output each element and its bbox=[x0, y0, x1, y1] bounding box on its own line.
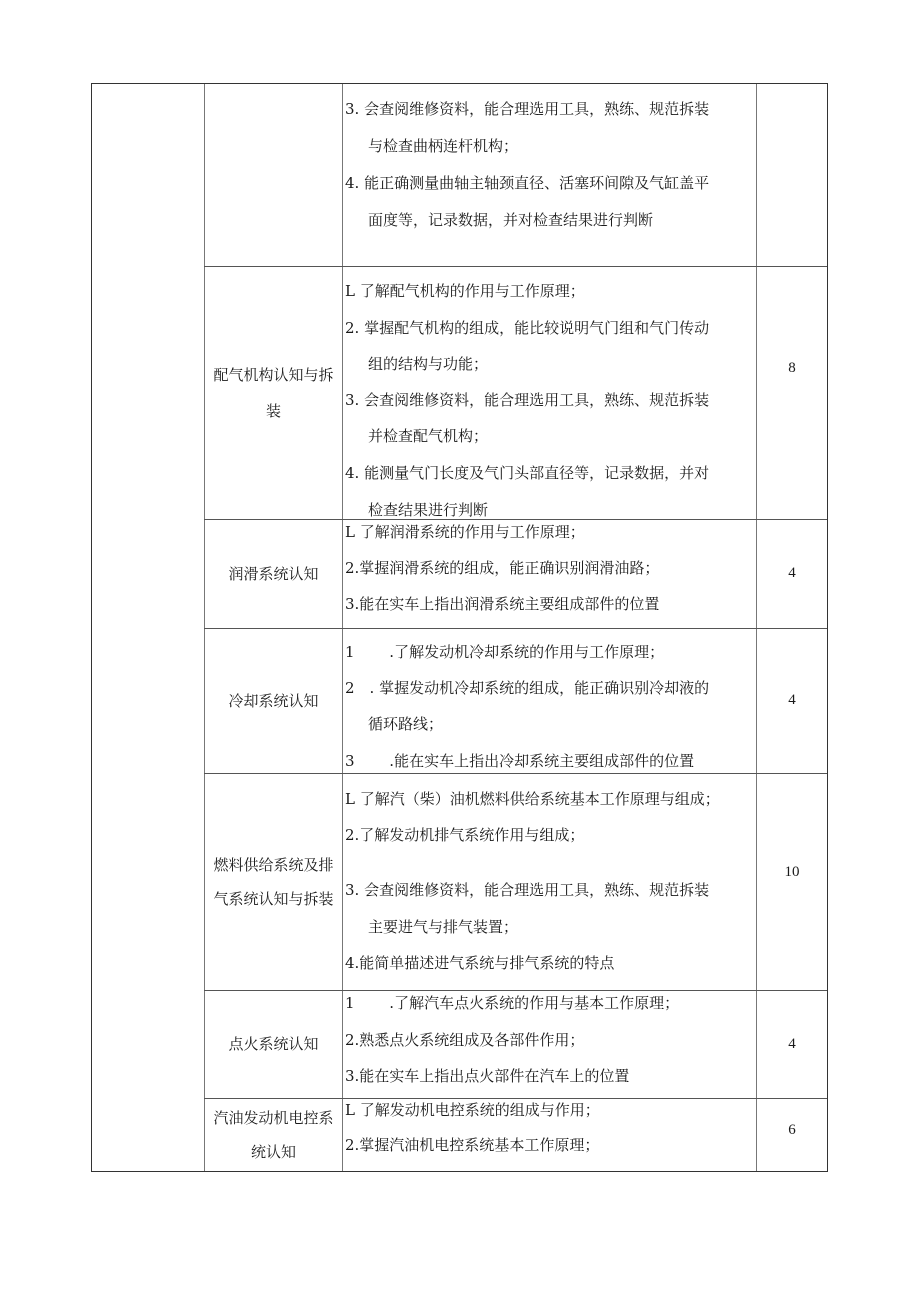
content-line: 3.能在实车上指出点火部件在汽车上的位置 bbox=[345, 1067, 630, 1085]
module-name-line: 点火系统认知 bbox=[228, 1035, 319, 1053]
table-row-content bbox=[343, 1098, 756, 1171]
module-name bbox=[205, 773, 342, 990]
content-line: 并检查配气机构； bbox=[368, 427, 489, 445]
content-line: 循环路线； bbox=[368, 715, 444, 733]
content-line: 2 . 掌握发动机冷却系统的组成，能正确识别冷却液的 bbox=[345, 679, 710, 697]
hours-value: 10 bbox=[784, 864, 800, 880]
content-line: 2.掌握润滑系统的组成，能正确识别润滑油路； bbox=[345, 559, 660, 577]
table-row-content bbox=[343, 990, 756, 1098]
content-line: L 了解发动机电控系统的组成与作用； bbox=[345, 1101, 600, 1119]
content-line: 组的结构与功能； bbox=[368, 355, 489, 373]
content-line: L 了解润滑系统的作用与工作原理； bbox=[345, 523, 585, 541]
content-line: 主要进气与排气装置； bbox=[368, 918, 519, 936]
module-name-line: 冷却系统认知 bbox=[228, 691, 319, 710]
module-name-line: 配气机构认知与拆 bbox=[213, 365, 334, 384]
content-line: 3. 会查阅维修资料，能合理选用工具，熟练、规范拆装 bbox=[345, 391, 710, 409]
hours-value: 8 bbox=[788, 360, 796, 376]
content-line: 4.能简单描述进气系统与排气系统的特点 bbox=[345, 954, 615, 972]
content-line: 2.掌握汽油机电控系统基本工作原理； bbox=[345, 1136, 600, 1154]
module-name bbox=[205, 266, 342, 519]
content-line: 1 .了解发动机冷却系统的作用与工作原理； bbox=[345, 643, 665, 661]
content-line: 检查结果进行判断 bbox=[368, 501, 489, 518]
course-content-table bbox=[91, 83, 828, 1172]
content-line: 4. 能正确测量曲轴主轴颈直径、活塞环间隙及气缸盖平 bbox=[345, 174, 710, 192]
table-row-content bbox=[343, 519, 756, 628]
content-line: 2.了解发动机排气系统作用与组成； bbox=[345, 826, 585, 844]
table-row-content bbox=[343, 84, 756, 266]
content-line: 3.能在实车上指出润滑系统主要组成部件的位置 bbox=[345, 595, 660, 613]
module-name bbox=[205, 628, 342, 773]
content-line: 2. 掌握配气机构的组成，能比较说明气门组和气门传动 bbox=[345, 319, 710, 337]
module-name-line: 燃料供给系统及排 bbox=[213, 855, 334, 874]
hours-value: 6 bbox=[788, 1122, 796, 1138]
hours-value: 4 bbox=[788, 692, 796, 708]
module-name-line: 装 bbox=[265, 401, 281, 420]
content-line: 1 .了解汽车点火系统的作用与基本工作原理； bbox=[345, 994, 680, 1012]
content-line: 2.熟悉点火系统组成及各部件作用； bbox=[345, 1031, 585, 1049]
module-name bbox=[205, 1098, 342, 1171]
content-line: L 了解汽（柴）油机燃料供给系统基本工作原理与组成； bbox=[345, 790, 720, 808]
content-line: 3 .能在实车上指出冷却系统主要组成部件的位置 bbox=[345, 752, 695, 770]
module-name-line: 气系统认知与拆装 bbox=[213, 889, 334, 908]
content-line: 面度等，记录数据，并对检查结果进行判断 bbox=[368, 211, 654, 229]
table-row-content bbox=[343, 266, 756, 519]
module-name bbox=[205, 519, 342, 628]
table-row-content bbox=[343, 773, 756, 990]
hours-value: 4 bbox=[788, 1035, 796, 1052]
table-row-content bbox=[343, 628, 756, 773]
content-line: L 了解配气机构的作用与工作原理； bbox=[345, 282, 585, 300]
hours-value: 4 bbox=[788, 565, 796, 581]
module-name-line: 润滑系统认知 bbox=[228, 564, 319, 583]
module-name-line: 统认知 bbox=[250, 1142, 296, 1161]
content-line: 3. 会查阅维修资料，能合理选用工具，熟练、规范拆装 bbox=[345, 100, 710, 118]
content-line: 与检查曲柄连杆机构； bbox=[368, 137, 519, 155]
module-name bbox=[205, 990, 342, 1098]
module-name-line: 汽油发动机电控系 bbox=[213, 1108, 334, 1127]
content-line: 4. 能测量气门长度及气门头部直径等，记录数据，并对 bbox=[345, 464, 710, 482]
content-line: 3. 会查阅维修资料，能合理选用工具，熟练、规范拆装 bbox=[345, 881, 710, 899]
